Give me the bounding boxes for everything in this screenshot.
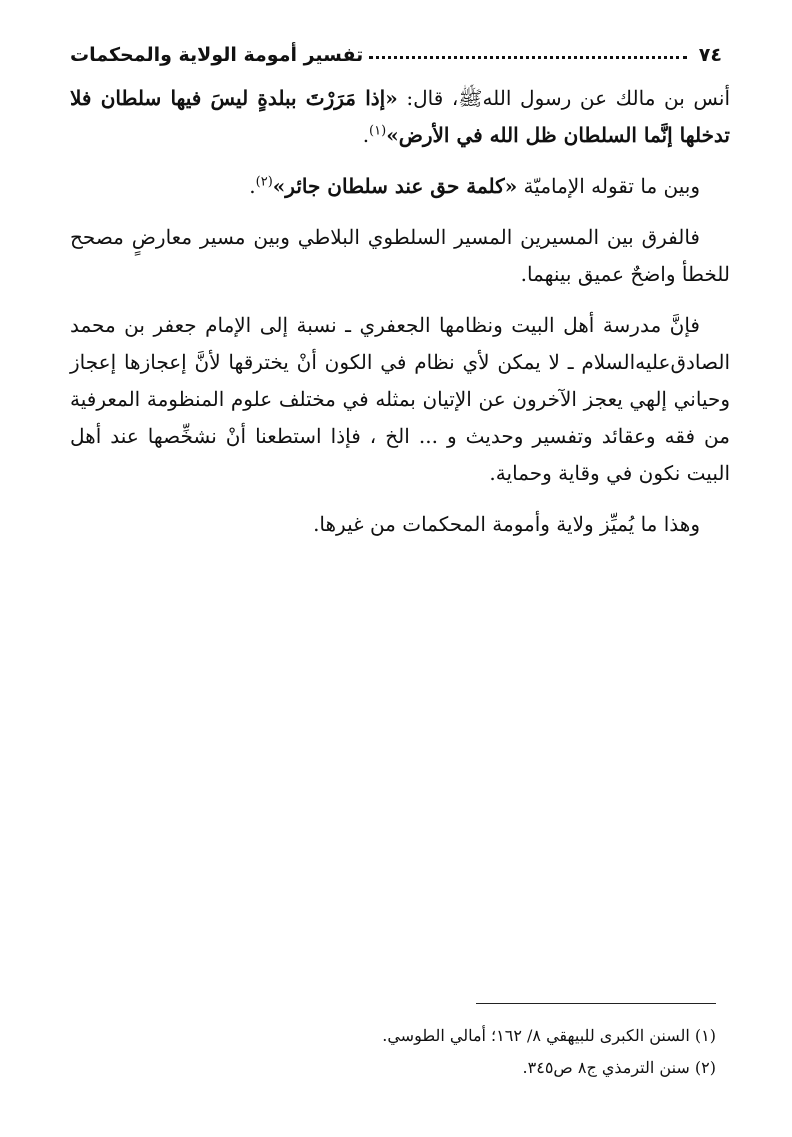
page-header bbox=[70, 32, 722, 66]
main-text bbox=[70, 80, 730, 557]
header-dotted-leader bbox=[369, 56, 686, 59]
paragraph-conclusion: وهذا ما يُميِّز ولاية وأمومة المحكمات من غيرها. bbox=[313, 512, 700, 536]
paragraph-imamiyya-end: . bbox=[249, 174, 256, 198]
footnote-separator bbox=[476, 1003, 716, 1004]
paragraph-hadith bbox=[70, 80, 730, 154]
paragraph-school: فإنَّ مدرسة أهل البيت ونظامها الجعفري ـ نسبة إلى الإمام جعفر بن محمد الصادق‌عليه‌السلام ـ لا يمكن لأي نظام في الكون أنْ يخترقها لأنَّ إعجازها إعجاز وحياني إلهي يعجز الآخرون عن الإتيان بمثله في مختلف علوم المنظومة المعرفية من فقه وعقائد وتفسير وحديث و ... الخ ، فإذا استطعنا أنْ نشخِّصها عند أهل البيت نكون في وقاية وحماية. bbox=[70, 313, 730, 485]
paragraph-difference: فالفرق بين المسيرين المسير السلطوي البلاطي وبين مسير معارضٍ مصحح للخطأ واضحٌ عميق بينهما. bbox=[70, 225, 730, 286]
footnote-ref-1[interactable]: (١) bbox=[369, 123, 387, 139]
paragraph-hadith-end: . bbox=[362, 123, 370, 147]
footnote-1: (١) السنن الكبرى للبيهقي ٨/ ١٦٢؛ أمالي الطوسي. bbox=[382, 1026, 716, 1045]
paragraph-imamiyya-intro: وبين ما تقوله الإماميّة bbox=[517, 174, 700, 198]
paragraph-imamiyya bbox=[70, 168, 730, 205]
footnote-2: (٢) سنن الترمذي ج٨ ص٣٤٥. bbox=[522, 1058, 716, 1077]
hadith-quote: «إذا مَرَرْتَ ببلدةٍ ليسَ فيها سلطان فلا تدخلها إنَّما السلطان ظل الله في الأرض» bbox=[70, 86, 730, 147]
imamiyya-quote: «كلمة حق عند سلطان جائر» bbox=[272, 174, 518, 198]
footnotes bbox=[70, 1020, 716, 1084]
paragraph-hadith-intro: أنس بن مالك عن رسول اللهﷺ، قال: bbox=[397, 86, 731, 110]
footnote-ref-2[interactable]: (٢) bbox=[255, 174, 273, 190]
page-number: ٧٤ bbox=[698, 44, 722, 66]
running-title: تفسير أمومة الولاية والمحكمات bbox=[70, 44, 364, 66]
